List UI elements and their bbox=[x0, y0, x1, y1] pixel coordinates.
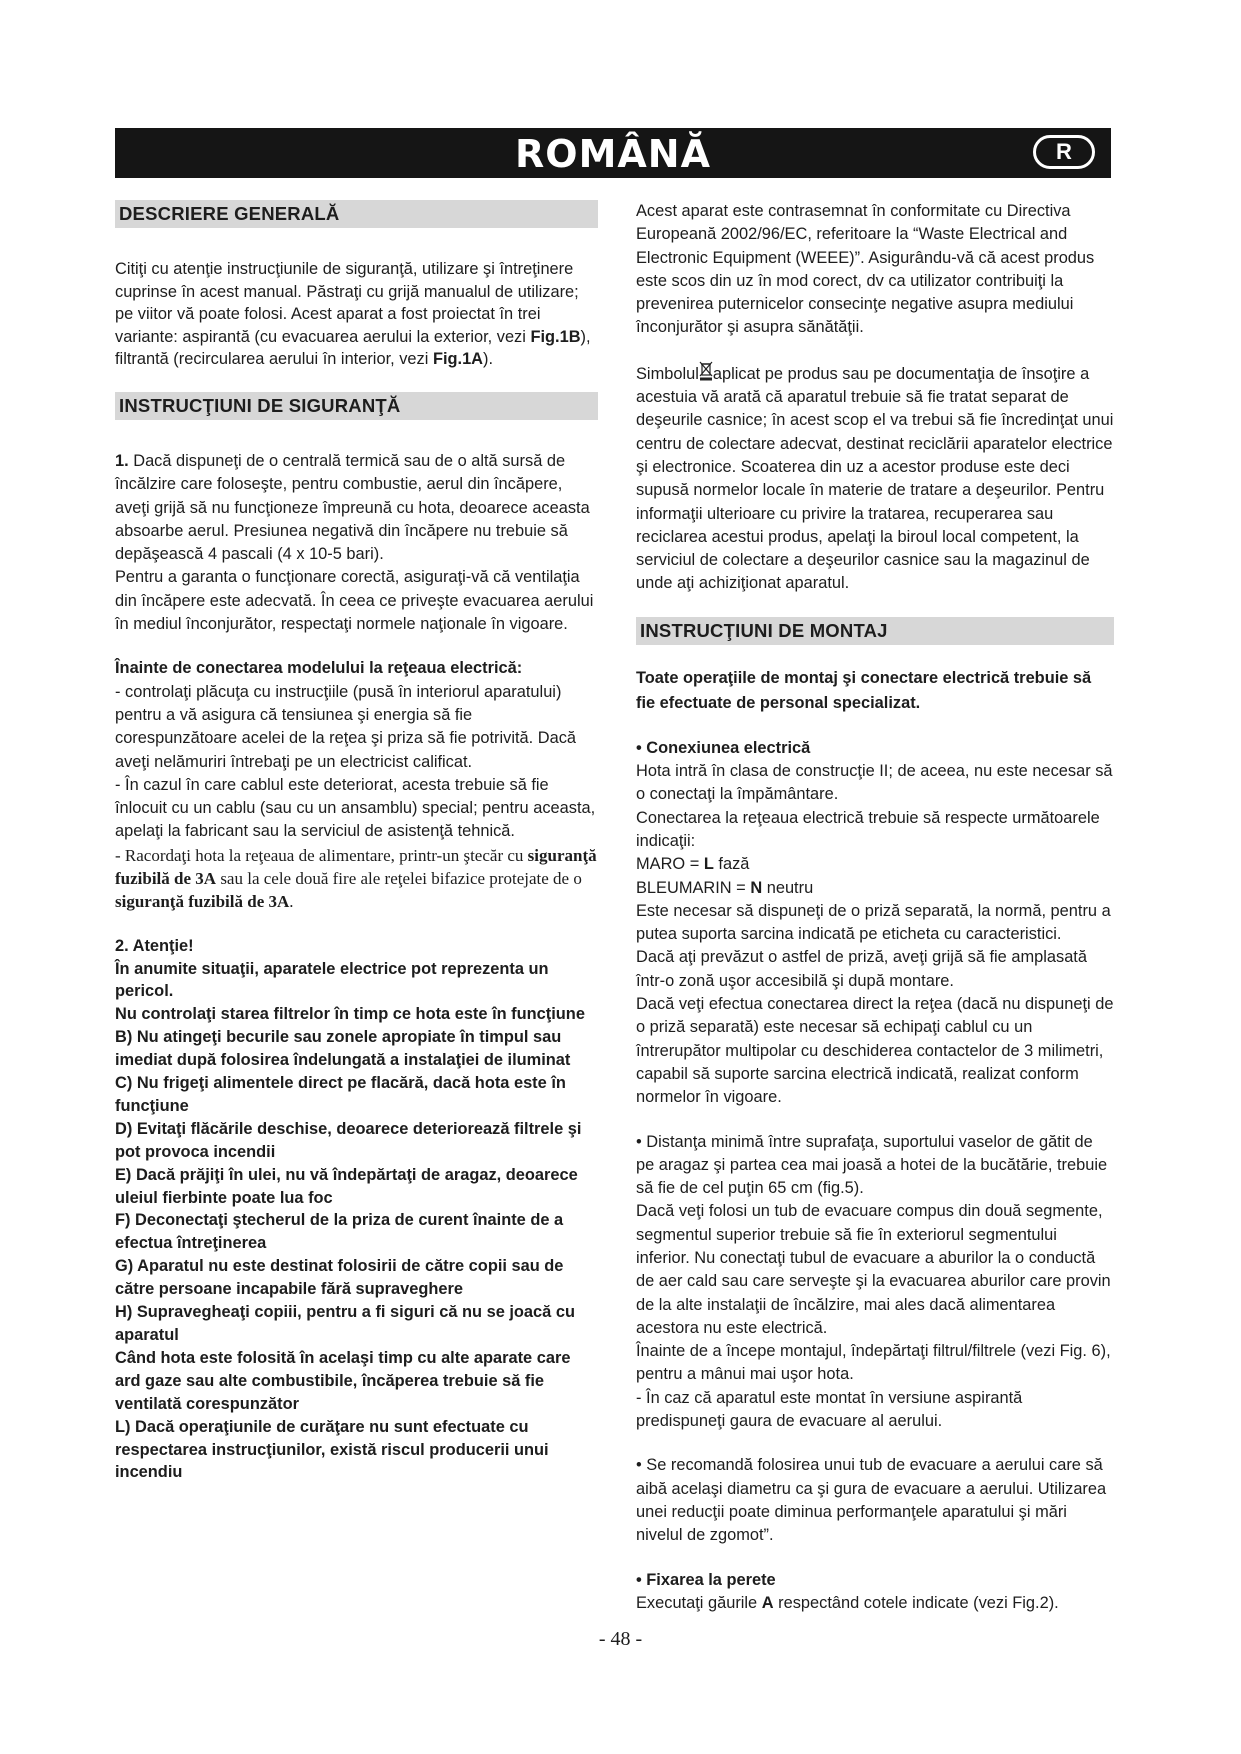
remove-filters-text: Înainte de a începe montajul, îndepărtaţi filtrul/filtrele (vezi Fig. 6), pentru a mânui mai uşor hota. bbox=[636, 1342, 1111, 1384]
connection-fuse-text: - Racordaţi hota la reţeaua de alimentare, printr-un ştecăr cu siguranţă fuzibilă de 3A sau la cele două fire ale reţelei bifazice protejate de o siguranţă fuzibilă de 3A. bbox=[115, 845, 597, 912]
warning-item: Când hota este folosită în acelaşi timp cu alte aparate care ard gaze sau alte combustibile, încăperea trebuie să fie ventilată corespunzător bbox=[115, 1348, 571, 1413]
heading-safety-instructions: INSTRUCŢIUNI DE SIGURANŢĂ bbox=[115, 392, 598, 420]
exhaust-tube-segments-text: Dacă veţi folosi un tub de evacuare compus din două segmente, segmentul superior trebuie să fie în exteriorul segmentului inferior. Nu conectaţi tubul de evacuare a aburilor la o conductă de aer cald sau care serveşte şi la evacuarea aburilor care provin de la alte instalaţii de încălzire, mai ales dacă alimentarea acestora nu este electrică. bbox=[636, 1202, 1111, 1337]
separate-socket-text: Este necesar să dispuneţi de o priză separată, la normă, pentru a putea suporta sarcina indicată pe eticheta cu caracteristici. bbox=[636, 901, 1111, 944]
wire-blue-neutral: BLEUMARIN = N neutru bbox=[636, 878, 814, 897]
warning-title: 2. Atenţie! bbox=[115, 936, 194, 955]
socket-placement-text: Dacă aţi prevăzut o astfel de priză, aveţi grijă să fie amplasată într-o zonă uşor accesibilă şi după montare. bbox=[636, 948, 1087, 990]
connection-cable-replacement: - În cazul în care cablul este deteriorat, acesta trebuie să fie înlocuit cu un cablu (sau cu un ansamblu) special; pentru aceasta, apelaţi la fabricant sau la serviciul de asistenţă tehnică. bbox=[115, 775, 596, 841]
general-description-text: Citiţi cu atenţie instrucţiunile de siguranţă, utilizare şi întreţinere cuprinse în acest manual. Păstraţi cu grijă manualul de utilizare; pe viitor vă poate folosi. Acest aparat a fost proiectat în trei variante: aspirantă (cu evacuarea aerului la exterior, vezi Fig.1B), filtrantă (recircularea aerului în interior, vezi Fig.1A). bbox=[115, 260, 591, 369]
electrical-class-text: Hota intră în clasa de construcţie II; de aceea, nu este necesar să o conectaţi la împământare. bbox=[636, 762, 1113, 804]
connection-heading: Înainte de conectarea modelului la reţeaua electrică: bbox=[115, 659, 523, 678]
warning-item: C) Nu frigeţi alimentele direct pe flacără, dacă hota este în funcţiune bbox=[115, 1074, 566, 1115]
heading-mounting-instructions: INSTRUCŢIUNI DE MONTAJ bbox=[636, 617, 1114, 645]
warning-item: Nu controlaţi starea filtrelor în timp ce hota este în funcţiune bbox=[115, 1005, 585, 1024]
page-number: - 48 - bbox=[598, 1628, 643, 1650]
safety-ventilation-text: Pentru a garanta o funcţionare corectă, asiguraţi-vă că ventilaţia din încăpere este adecvată. În ceea ce priveşte evacuarea aerului în mediul înconjurător, respectaţi normele naţionale în vigoare. bbox=[115, 568, 594, 634]
minimum-distance-text: • Distanţa minimă între suprafaţa, suportului vaselor de gătit de pe aragaz şi partea cea mai joasă a hotei de la bucătărie, trebuie să fie de cel puţin 65 cm (fig.5). bbox=[636, 1132, 1108, 1198]
warnings-list bbox=[115, 935, 598, 1485]
mounting-specialist-note: Toate operaţiile de montaj şi conectare electrică trebuie să fie efectuate de personal specializat. bbox=[636, 668, 1092, 712]
connection-check-plate: - controlaţi plăcuţa cu instrucţiile (pusă în interiorul aparatului) pentru a vă asigura că tensiunea şi energia să fie corespunzătoare acelei de la reţea şi priza să fie potrivită. Dacă aveţi nelămuriri întrebaţi pe un electricist calificat. bbox=[115, 682, 577, 771]
warning-item: E) Dacă prăjiţi în ulei, nu vă îndepărtaţi de aragaz, deoarece uleiul fierbinte poate lua foc bbox=[115, 1165, 578, 1207]
safety-item-1: 1. Dacă dispuneţi de o centrală termică sau de o altă sursă de încălzire care foloseşte, pentru combustie, aerul din încăpere, aveţi grijă să nu funcţioneze împreună cu hota, deoarece aceasta absoarbe aerul. Presiunea negativă din încăpere nu trebuie să depăşească 4 pascali (4 x 10-5 bari). bbox=[115, 451, 590, 564]
warning-item: H) Supravegheaţi copiii, pentru a fi siguri că nu se joacă cu aparatul bbox=[115, 1303, 575, 1345]
right-column bbox=[636, 200, 1114, 1615]
warning-item: B) Nu atingeţi becurile sau zonele apropiate în timpul sau imediat după folosirea îndelungată a instalaţiei de iluminat bbox=[115, 1028, 571, 1070]
electrical-connection-heading: • Conexiunea electrică bbox=[636, 738, 811, 757]
language-title: ROMÂNĂ bbox=[515, 132, 711, 176]
wall-fixing-text: Executaţi găurile A respectând cotele indicate (vezi Fig.2). bbox=[636, 1593, 1059, 1612]
tube-diameter-text: • Se recomandă folosirea unui tub de evacuare a aerului care să aibă acelaşi diametru ca şi gura de evacuare a aerului. Utilizarea unei reducţii poate diminua performanţele aparatului şi mări nivelul de zgomot”. bbox=[636, 1456, 1107, 1545]
heading-general-description: DESCRIERE GENERALĂ bbox=[115, 200, 598, 228]
weee-directive-text: Acest aparat este contrasemnat în conformitate cu Directiva Europeană 2002/96/EC, referitoare la “Waste Electrical and Electronic Equipment (WEEE)”. Asigurându-vă că acest produs este scos din uz în mod corect, dv ca utilizator contribuiţi la prevenirea puternicelor consecinţe negative asupra mediului înconjurător şi asupra sănătăţii. bbox=[636, 202, 1095, 337]
warning-item: D) Evitaţi flăcările deschise, deoarece deteriorează filtrele şi pot provoca incendii bbox=[115, 1119, 582, 1161]
wire-brown-phase: MARO = L fază bbox=[636, 855, 750, 874]
language-banner bbox=[115, 128, 1111, 178]
direct-connection-text: Dacă veţi efectua conectarea direct la reţea (dacă nu dispuneţi de o priză separată) este necesar să echipaţi cablul cu un întrerupător multipolar cu deschiderea contactelor de 3 milimetri, capabil să suporte sarcina electrică indicată, realizat conform normelor în vigoare. bbox=[636, 995, 1114, 1107]
warning-item: În anumite situaţii, aparatele electrice pot reprezenta un pericol. bbox=[115, 959, 549, 1001]
weee-symbol-text: Simbolul aplicat pe produs sau pe documentaţia de însoţire a acestuia vă arată că aparatul trebuie să fie tratat separat de deşeurile casnice; în acest scop el va trebui să fie încredinţat unui centru de colectare adecvat, destinat reciclării aparatelor electrice şi electronice. Scoaterea din uz a acestor produse este deci supusă normelor locale în materie de tratare a deşeurilor. Pentru informaţii ulterioare cu privire la tratarea, recuperarea sau reciclarea acestui produs, apelaţi la biroul local competent, la serviciul de colectare a deşeurilor casnice sau la magazinul de unde aţi achiziţionat aparatul. bbox=[636, 361, 1114, 596]
electrical-indications-text: Conectarea la reţeaua electrică trebuie să respecte următoarele indicaţii: bbox=[636, 808, 1100, 850]
wall-fixing-heading: • Fixarea la perete bbox=[636, 1570, 776, 1589]
exhaust-hole-text: - În caz că aparatul este montat în versiune aspirantă predispuneţi gaura de evacuare al aerului. bbox=[636, 1388, 1023, 1431]
warning-item: G) Aparatul nu este destinat folosirii de către copii sau de către persoane incapabile fără supraveghere bbox=[115, 1257, 564, 1299]
warning-item: F) Deconectaţi ştecherul de la priza de curent înainte de a efectua întreţinerea bbox=[115, 1211, 564, 1253]
language-badge: R bbox=[1033, 135, 1095, 169]
left-column bbox=[115, 200, 598, 1484]
fig-1b-ref: Fig.1B bbox=[530, 327, 581, 346]
warning-item: L) Dacă operaţiunile de curăţare nu sunt efectuate cu respectarea instrucţiunilor, există riscul producerii unui incendiu bbox=[115, 1417, 549, 1482]
crossed-bin-icon bbox=[699, 361, 713, 381]
fig-1a-ref: Fig.1A bbox=[432, 350, 484, 369]
